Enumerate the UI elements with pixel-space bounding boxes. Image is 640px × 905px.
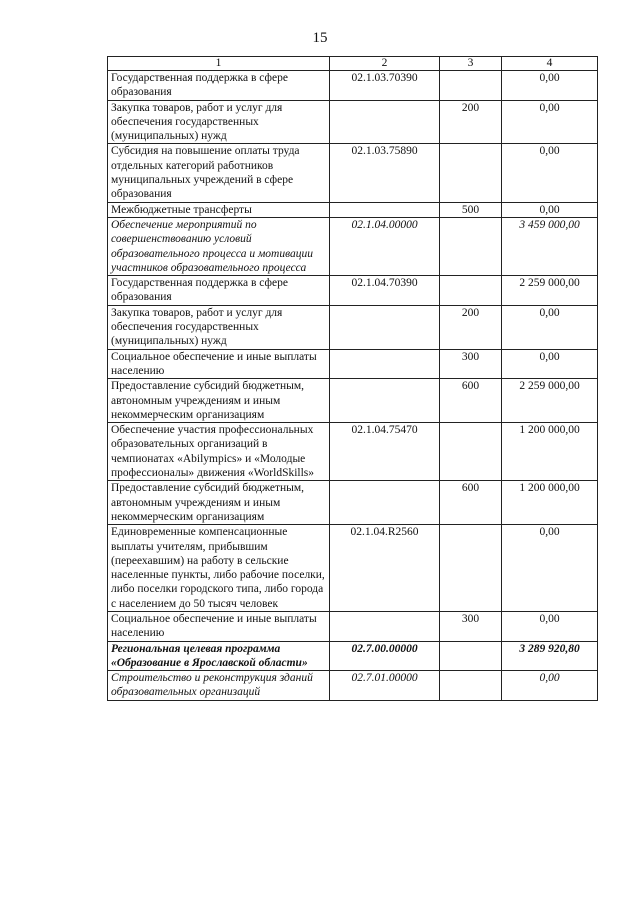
table-row [108,671,598,701]
row-sum-cell: 2 259 000,00 [502,276,598,306]
row-name-cell: Социальное обеспечение и иные выплаты населению [108,349,330,379]
row-code-cell: 02.1.03.70390 [330,71,440,101]
row-code-cell: 02.1.03.75890 [330,144,440,202]
row-sum-cell: 0,00 [502,611,598,641]
row-sum-cell: 0,00 [502,144,598,202]
table-row [108,423,598,481]
row-name-cell: Предоставление субсидий бюджетным, автономным учреждениям и иным некоммерческим организациям [108,379,330,423]
row-kvr-cell [440,217,502,275]
header-col-4: 4 [502,57,598,71]
row-name-cell: Обеспечение участия профессиональных образовательных организаций в чемпионатах «Abilympics» и «Молодые профессионалы» движения «WorldSkills» [108,423,330,481]
row-sum-cell: 3 459 000,00 [502,217,598,275]
table-row [108,144,598,202]
header-col-1: 1 [108,57,330,71]
row-kvr-cell [440,71,502,101]
table-header-row [108,57,598,71]
budget-table [107,56,598,701]
table-row [108,100,598,144]
row-sum-cell: 0,00 [502,71,598,101]
row-sum-cell: 3 289 920,80 [502,641,598,671]
row-kvr-cell [440,144,502,202]
row-code-cell: 02.1.04.70390 [330,276,440,306]
row-code-cell: 02.7.01.00000 [330,671,440,701]
row-code-cell: 02.1.04.75470 [330,423,440,481]
row-kvr-cell [440,276,502,306]
row-sum-cell: 0,00 [502,305,598,349]
row-code-cell [330,481,440,525]
table-row [108,349,598,379]
row-sum-cell: 1 200 000,00 [502,481,598,525]
table-row [108,202,598,217]
row-kvr-cell [440,641,502,671]
row-name-cell: Региональная целевая программа «Образование в Ярославской области» [108,641,330,671]
row-code-cell: 02.7.00.00000 [330,641,440,671]
row-name-cell: Межбюджетные трансферты [108,202,330,217]
row-name-cell: Субсидия на повышение оплаты труда отдельных категорий работников муниципальных учреждений в сфере образования [108,144,330,202]
row-code-cell [330,379,440,423]
row-sum-cell: 2 259 000,00 [502,379,598,423]
row-sum-cell: 0,00 [502,349,598,379]
table-row [108,71,598,101]
row-kvr-cell: 600 [440,379,502,423]
row-kvr-cell: 200 [440,305,502,349]
row-kvr-cell: 300 [440,611,502,641]
row-name-cell: Обеспечение мероприятий по совершенствованию условий образовательного процесса и мотивации участников образовательного процесса [108,217,330,275]
table-row [108,481,598,525]
table-body [108,71,598,701]
row-code-cell [330,305,440,349]
table-row [108,525,598,612]
row-kvr-cell: 300 [440,349,502,379]
row-kvr-cell [440,423,502,481]
table-row [108,641,598,671]
header-col-2: 2 [330,57,440,71]
row-kvr-cell [440,671,502,701]
row-kvr-cell [440,525,502,612]
table-row [108,305,598,349]
row-name-cell: Закупка товаров, работ и услуг для обеспечения государственных (муниципальных) нужд [108,100,330,144]
row-code-cell: 02.1.04.00000 [330,217,440,275]
row-code-cell [330,611,440,641]
row-name-cell: Социальное обеспечение и иные выплаты населению [108,611,330,641]
table-row [108,611,598,641]
table-row [108,217,598,275]
row-name-cell: Единовременные компенсационные выплаты учителям, прибывшим (переехавшим) на работу в сельские населенные пункты, либо рабочие поселки, либо поселки городского типа, либо города с населением до 50 тысяч человек [108,525,330,612]
row-kvr-cell: 500 [440,202,502,217]
row-name-cell: Строительство и реконструкция зданий образовательных организаций [108,671,330,701]
row-kvr-cell: 200 [440,100,502,144]
row-sum-cell: 0,00 [502,100,598,144]
row-code-cell [330,202,440,217]
header-col-3: 3 [440,57,502,71]
row-kvr-cell: 600 [440,481,502,525]
row-code-cell [330,100,440,144]
table-row [108,379,598,423]
row-sum-cell: 0,00 [502,202,598,217]
row-name-cell: Закупка товаров, работ и услуг для обеспечения государственных (муниципальных) нужд [108,305,330,349]
row-sum-cell: 1 200 000,00 [502,423,598,481]
row-name-cell: Предоставление субсидий бюджетным, автономным учреждениям и иным некоммерческим организациям [108,481,330,525]
row-sum-cell: 0,00 [502,525,598,612]
row-name-cell: Государственная поддержка в сфере образования [108,71,330,101]
table-row [108,276,598,306]
row-code-cell [330,349,440,379]
row-name-cell: Государственная поддержка в сфере образования [108,276,330,306]
row-code-cell: 02.1.04.R2560 [330,525,440,612]
row-sum-cell: 0,00 [502,671,598,701]
page-number: 15 [312,30,328,46]
